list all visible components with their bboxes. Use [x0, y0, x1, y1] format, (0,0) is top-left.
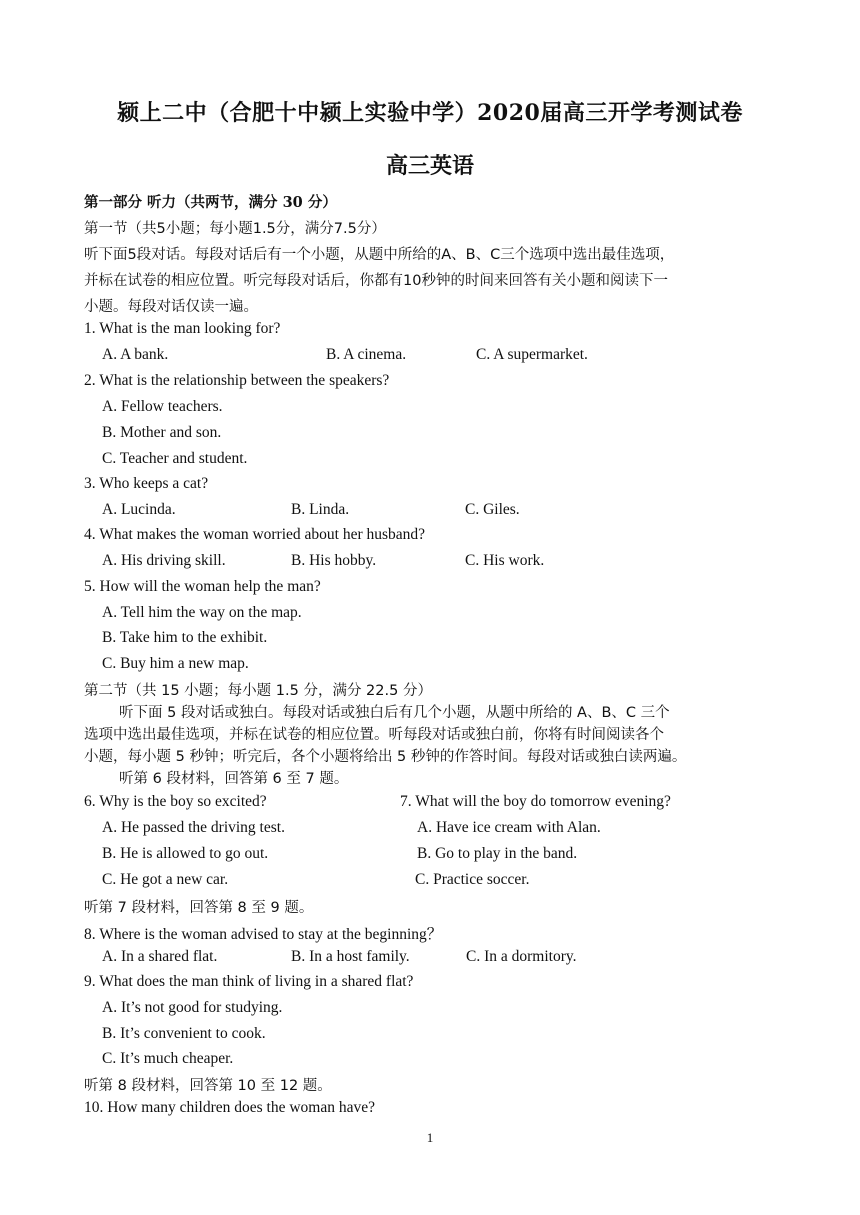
option-c: C. It’s much cheaper. — [102, 1050, 234, 1067]
option-a: A. A bank. — [102, 346, 169, 363]
option-b: B. Linda. — [291, 501, 350, 518]
material-instruction: 听第 7 段材料，回答第 8 至 9 题。 — [84, 900, 314, 916]
option-b: B. He is allowed to go out. — [102, 845, 269, 862]
section2-instruction-line: 小题，每小题 5 秒钟；听完后，各个小题将给出 5 秒钟的作答时间。每段对话或独白读两遍。 — [84, 749, 687, 765]
question-stem: 7. What will the boy do tomorrow evening? — [400, 793, 671, 810]
option-b: B. Go to play in the band. — [417, 845, 578, 862]
question-stem: 8. Where is the woman advised to stay at the beginning？ — [84, 926, 443, 943]
question-stem: 2. What is the relationship between the speakers? — [84, 372, 390, 389]
option-c: C. Practice soccer. — [415, 871, 530, 888]
option-b: B. It’s convenient to cook. — [102, 1025, 266, 1042]
section2-instruction-line: 选项中选出最佳选项，并标在试卷的相应位置。听每段对话或独白前，你将有时间阅读各个 — [84, 727, 664, 743]
section1-instruction-line: 小题。每段对话仅读一遍。 — [84, 299, 258, 315]
page-number: 1 — [426, 1130, 434, 1145]
section2-instruction-line: 听下面 5 段对话或独白。每段对话或独白后有几个小题，从题中所给的 A、B、C 三个 — [119, 705, 670, 721]
question-stem: 3. Who keeps a cat? — [84, 475, 209, 492]
option-b: B. Take him to the exhibit. — [102, 629, 268, 646]
option-c: C. In a dormitory. — [466, 948, 577, 965]
question-stem: 4. What makes the woman worried about her husband? — [84, 526, 426, 543]
option-b: B. His hobby. — [291, 552, 377, 569]
page-subtitle: 高三英语 — [385, 153, 474, 179]
option-c: C. He got a new car. — [102, 871, 229, 888]
option-a: A. Have ice cream with Alan. — [417, 819, 601, 836]
section1-heading: 第一节（共5小题；每小题1.5分，满分7.5分） — [84, 221, 386, 237]
option-a: A. His driving skill. — [102, 552, 226, 569]
section1-instruction-line: 听下面5段对话。每段对话后有一个小题，从题中所给的A、B、C三个选项中选出最佳选项， — [84, 247, 675, 263]
option-c: C. Giles. — [465, 501, 520, 518]
part1-heading: 第一部分 听力（共两节，满分 30 分） — [84, 194, 337, 211]
option-a: A. In a shared flat. — [102, 948, 218, 965]
option-a: A. It’s not good for studying. — [102, 999, 283, 1016]
option-a: A. He passed the driving test. — [102, 819, 285, 836]
question-stem: 6. Why is the boy so excited? — [84, 793, 267, 810]
option-c: C. A supermarket. — [476, 346, 588, 363]
material-instruction: 听第 8 段材料，回答第 10 至 12 题。 — [84, 1078, 332, 1094]
material-instruction: 听第 6 段材料，回答第 6 至 7 题。 — [119, 771, 349, 787]
question-stem: 1. What is the man looking for? — [84, 320, 281, 337]
question-stem: 9. What does the man think of living in a shared flat? — [84, 973, 414, 990]
section1-instruction-line: 并标在试卷的相应位置。听完每段对话后，你都有10秒钟的时间来回答有关小题和阅读下一 — [84, 273, 668, 289]
option-b: B. In a host family. — [291, 948, 410, 965]
option-b: B. A cinema. — [326, 346, 407, 363]
option-a: A. Lucinda. — [102, 501, 176, 518]
option-a: A. Tell him the way on the map. — [102, 604, 302, 621]
option-c: C. Teacher and student. — [102, 450, 248, 467]
question-stem: 10. How many children does the woman have? — [84, 1099, 375, 1116]
option-c: C. His work. — [465, 552, 545, 569]
option-c: C. Buy him a new map. — [102, 655, 249, 672]
section2-heading: 第二节（共 15 小题；每小题 1.5 分，满分 22.5 分） — [84, 683, 432, 699]
question-stem: 5. How will the woman help the man? — [84, 578, 321, 595]
page-title: 颍上二中（合肥十中颍上实验中学）2020届高三开学考测试卷 — [117, 100, 743, 126]
option-a: A. Fellow teachers. — [102, 398, 223, 415]
option-b: B. Mother and son. — [102, 424, 222, 441]
